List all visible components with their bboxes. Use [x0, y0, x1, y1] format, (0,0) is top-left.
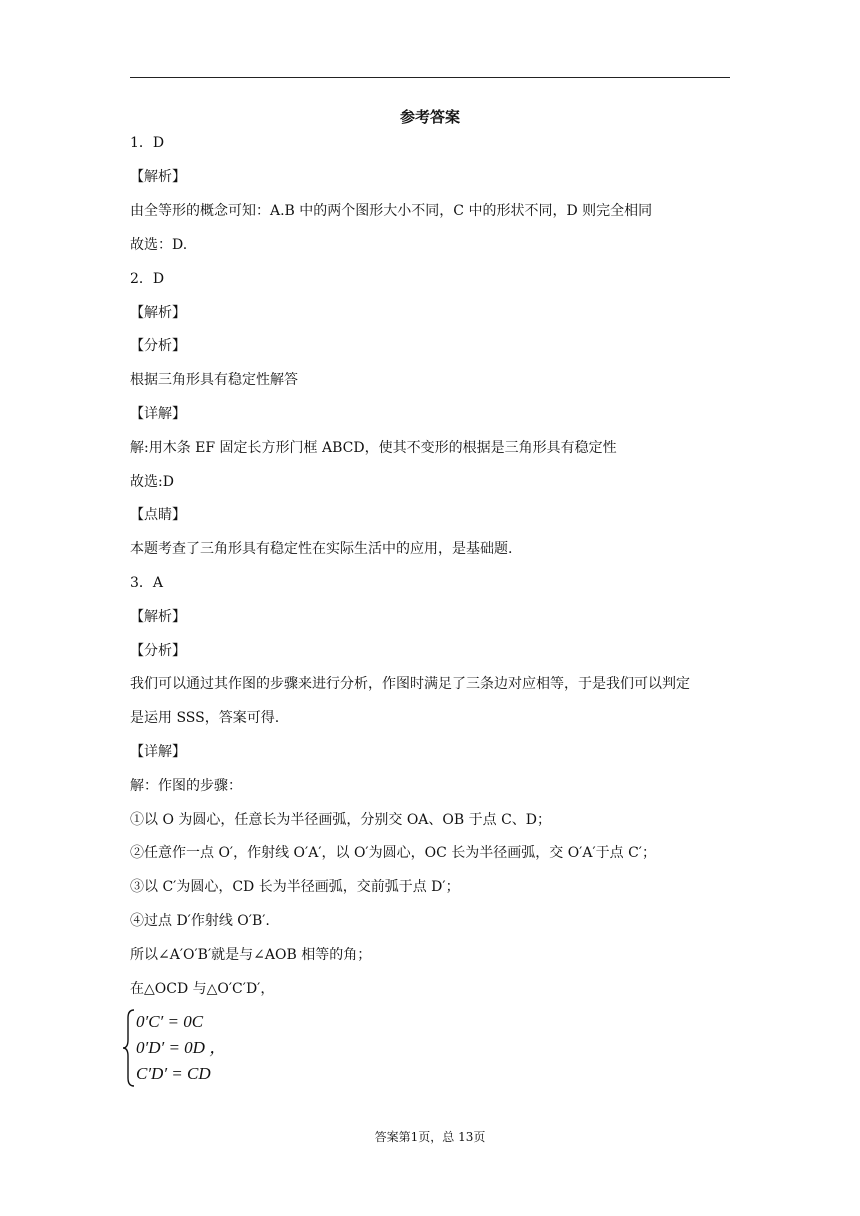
text-line: 【解析】 [130, 305, 186, 321]
text-line: 【分析】 [130, 643, 186, 659]
text-line: 在△OCD 与△O′C′D′， [130, 981, 275, 997]
text-line: 由全等形的概念可知：A.B 中的两个图形大小不同，C 中的形状不同，D 则完全相同 [130, 203, 653, 219]
text-line: ①以 O 为圆心，任意长为半径画弧，分别交 OA、OB 于点 C、D； [130, 812, 552, 828]
header-rule [130, 77, 730, 78]
text-line: 故选：D. [130, 237, 188, 253]
page-title: 参考答案 [399, 108, 460, 126]
text-line: 我们可以通过其作图的步骤来进行分析，作图时满足了三条边对应相等，于是我们可以判定 [130, 676, 690, 692]
text-line: 3．A [130, 575, 164, 591]
equation-line: 0′D′ = 0D ， [136, 1038, 227, 1057]
text-line: 2．D [130, 271, 165, 287]
equation-line: 0′C′ = 0C [136, 1012, 204, 1031]
text-line: ②任意作一点 O′，作射线 O′A′，以 O′为圆心，OC 长为半径画弧，交 O′A′于点 C′； [130, 845, 656, 861]
text-line: 【详解】 [130, 744, 186, 760]
left-brace-icon [122, 1008, 136, 1088]
page-footer: 答案第1页，总 13页 [374, 1130, 486, 1144]
text-line: 根据三角形具有稳定性解答 [130, 372, 298, 388]
equation-line: C′D′ = CD [136, 1064, 211, 1083]
text-line: 【点睛】 [130, 507, 186, 523]
text-line: 【分析】 [130, 338, 186, 354]
text-line: 所以∠A′O′B′就是与∠AOB 相等的角； [130, 947, 372, 963]
text-line: 【解析】 [130, 609, 186, 625]
text-line: 解:用木条 EF 固定长方形门框 ABCD，使其不变形的根据是三角形具有稳定性 [130, 440, 617, 456]
text-line: 【解析】 [130, 169, 186, 185]
text-line: 故选:D [130, 474, 174, 490]
text-line: 1．D [130, 135, 165, 151]
text-line: ③以 C′为圆心，CD 长为半径画弧，交前弧于点 D′； [130, 879, 460, 895]
text-line: ④过点 D′作射线 O′B′. [130, 913, 270, 929]
text-line: 【详解】 [130, 406, 186, 422]
text-line: 是运用 SSS，答案可得. [130, 710, 280, 726]
text-line: 本题考查了三角形具有稳定性在实际生活中的应用，是基础题. [130, 541, 513, 557]
text-line: 解：作图的步骤： [130, 778, 242, 794]
